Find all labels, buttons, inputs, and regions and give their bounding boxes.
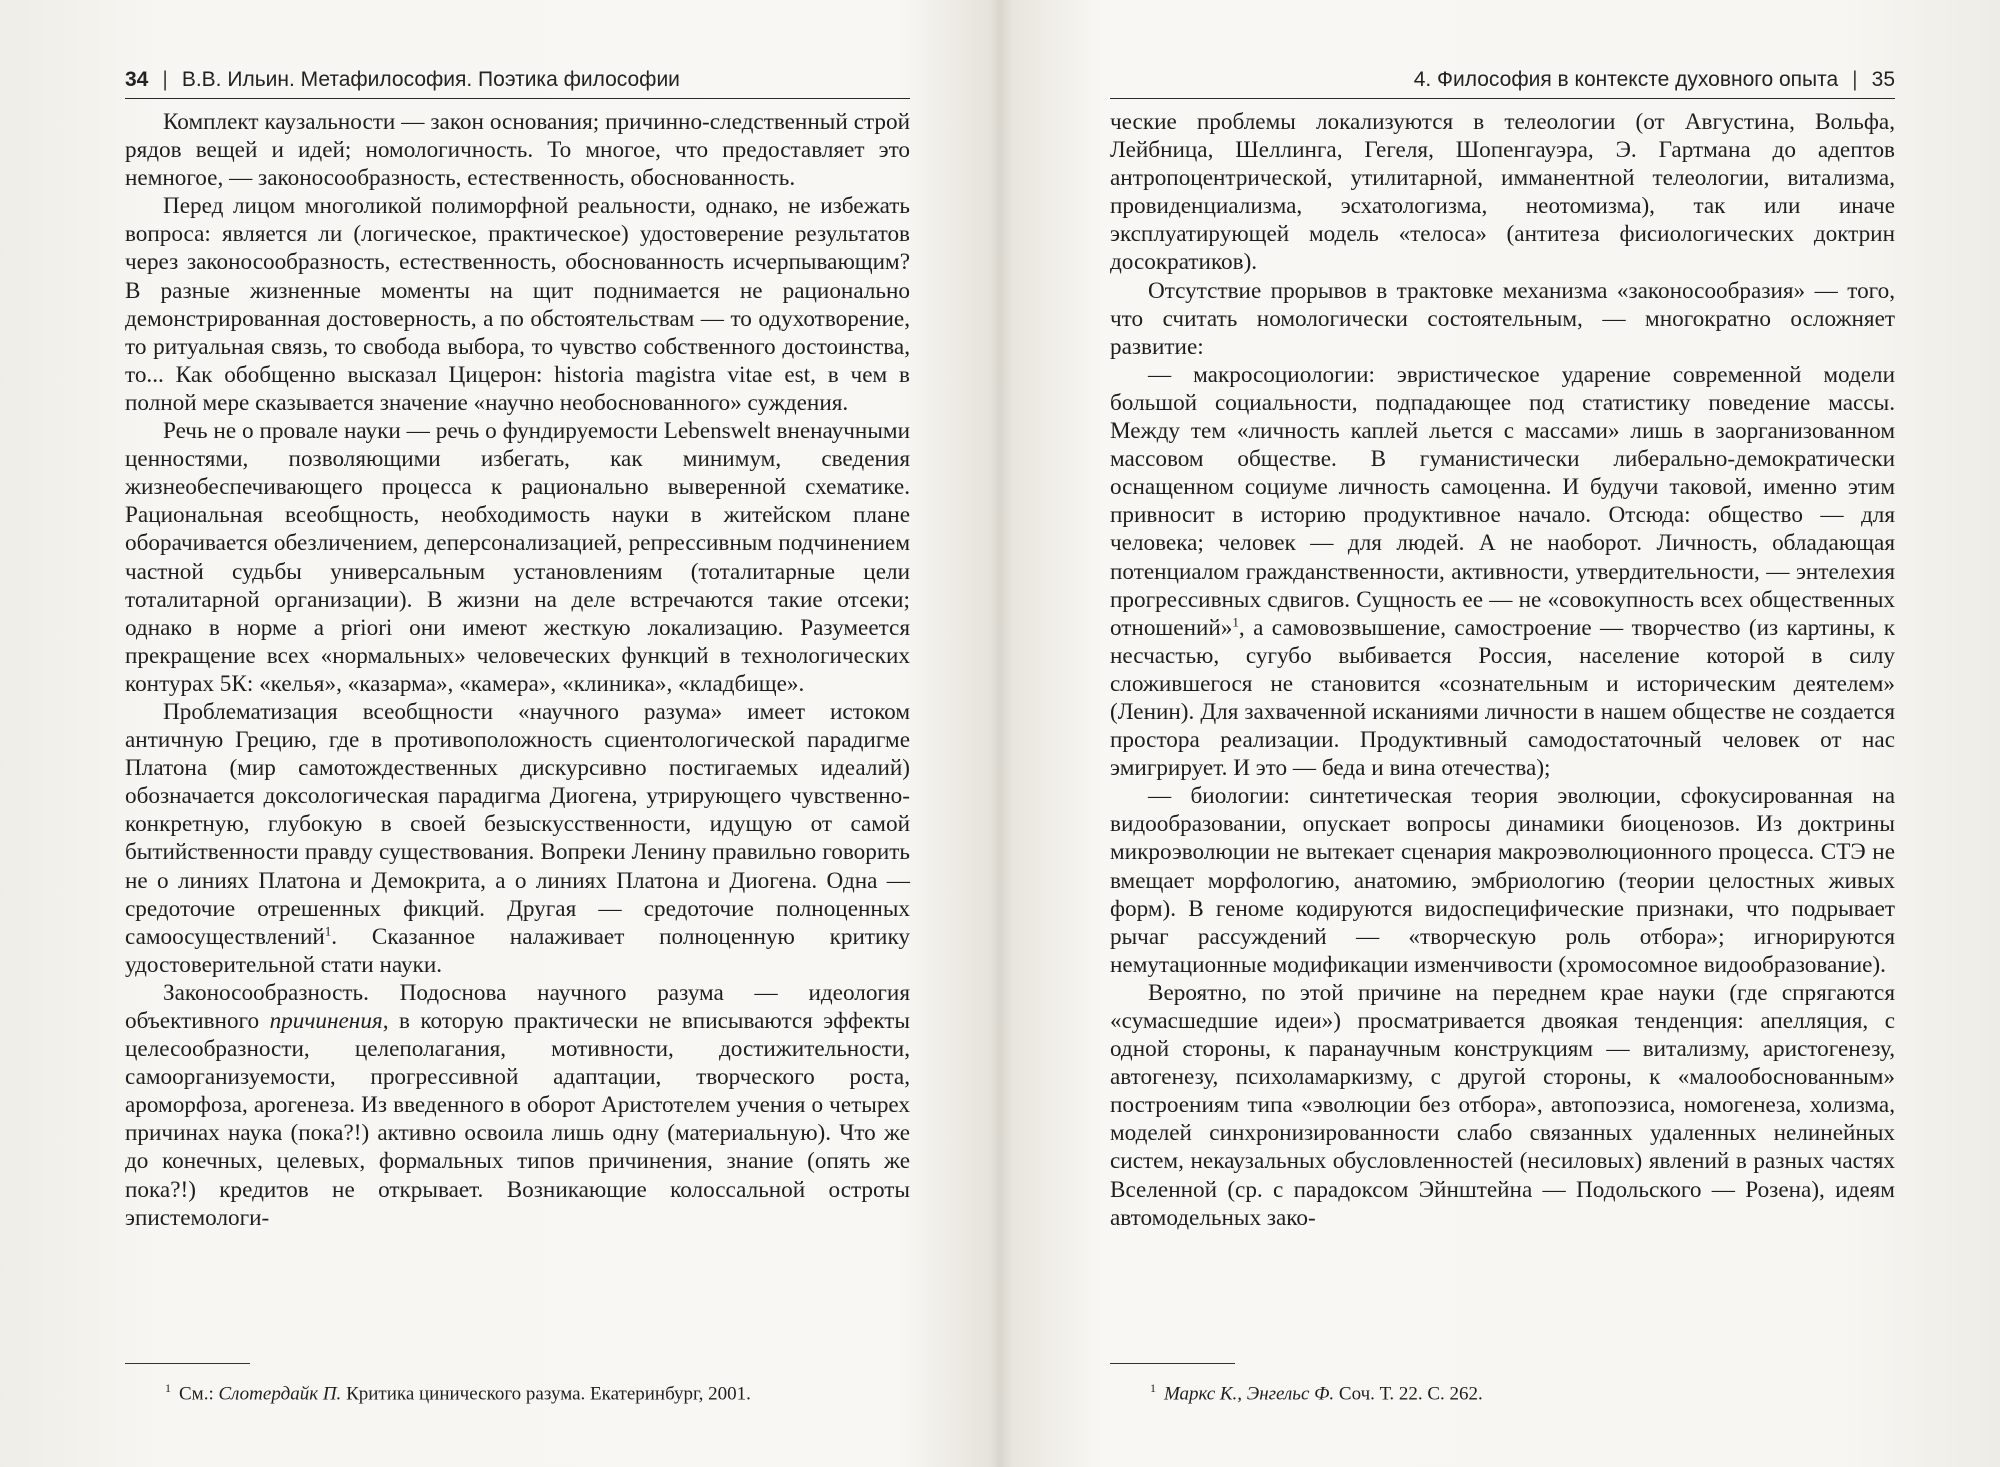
left-body-text bbox=[125, 108, 910, 1232]
paragraph: Речь не о провале науки — речь о фундируемости Lebenswelt вненаучными ценностями, позволяющими избегать, как минимум, сведения жизнеобеспечивающего процесса к рационально выверенной схематике. Рациональная всеобщность, необходимость науки в житейском плане оборачивается обезличением, деперсонализацией, репрессивным подчинением частной судьбы универсальным установлениям (тоталитарные цели тоталитарной организации). В жизни на деле встречаются такие отсеки; однако в норме a priori они имеют жесткую локализацию. Разумеется прекращение всех «нормальных» человеческих функций в технологических контурах 5К: «келья», «казарма», «камера», «клиника», «кладбище». bbox=[125, 418, 910, 697]
footnote-author: Маркс К., Энгельс Ф. bbox=[1164, 1383, 1335, 1405]
right-page-number: 35 bbox=[1871, 68, 1895, 91]
left-page bbox=[125, 0, 910, 1467]
footnote-divider bbox=[125, 1363, 250, 1364]
left-running-head bbox=[125, 62, 910, 99]
left-running-title: В.В. Ильин. Метафилософия. Поэтика философии bbox=[181, 68, 680, 91]
footnote-mark: 1 bbox=[165, 1381, 171, 1395]
left-page-number: 34 bbox=[125, 68, 149, 91]
paragraph: Отсутствие прорывов в трактовке механизма «законосообразия» — того, что считать номологически состоятельным, — многократно осложняет развитие: bbox=[1110, 277, 1895, 360]
right-page bbox=[1110, 0, 1895, 1467]
right-running-head bbox=[1110, 62, 1895, 99]
paragraph: Перед лицом многоликой полиморфной реальности, однако, не избежать вопроса: является ли (логическое, практическое) удостоверение результатов через законосообразность, естественность, обоснованность исчерпывающим? В разные жизненные моменты на щит поднимается не рационально демонстрированная достоверность, а по обстоятельствам — то одухотворение, то ритуальная связь, то свобода выбора, то чувство собственного достоинства, то... Как обобщенно высказал Цицерон: historia magistra vitae est, в чем в полной мере сказывается значение «научно необоснованного» суждения. bbox=[125, 193, 910, 416]
paragraph: Комплект каузальности — закон основания; причинно-следственный строй рядов вещей и идей; номологичность. То многое, что предоставляет это немногое, — законосообразность, естественность, обоснованность. bbox=[125, 109, 910, 192]
paragraph: Вероятно, по этой причине на переднем крае науки (где спрягаются «сумасшедшие идеи») просматривается двоякая тенденция: апелляция, с одной стороны, к паранаучным конструкциям — витализму, аристогенезу, автогенезу, психоламаркизму, с другой стороны, к «малообоснованным» построениям типа «эволюции без отбора», автопоэзиса, номогенеза, холизма, моделей синхронизированности слабо связанных удаленных нелинейных систем, некаузальных обусловленностей (несиловых) явлений в разных частях Вселенной (ср. с парадоксом Эйнштейна — Подольского — Розена), идеям автомодельных зако- bbox=[1110, 979, 1895, 1231]
footnote-mark: 1 bbox=[1150, 1381, 1156, 1395]
right-running-title: 4. Философия в контексте духовного опыта bbox=[1413, 68, 1839, 91]
emphasis: причинения bbox=[269, 1008, 383, 1034]
right-body-text bbox=[1110, 108, 1895, 1232]
paragraph: — макросоциологии: эвристическое ударение современной модели большой социальности, подпадающее под статистику поведение массы. Между тем «личность каплей льется с массами» лишь в заорганизованном массовом обществе. В гуманистически либерально-демократически оснащенном социуме личность самоценна. И будучи таковой, именно этим привносит в историю продуктивное начало. Отсюда: общество — для человека; человек — для людей. А не наоборот. Личность, обладающая потенциалом гражданственности, активности, утвердительности, — энтелехия прогрессивных сдвигов. Сущность ее — не «совокупность всех общественных отношений»$^1$, а самовозвышение, самостроение — творчество (из картины, к несчастью, сугубо выбивается Россия, население которой в силу сложившегося не становится «сознательным и историческим деятелем» (Ленин). Для захваченной исканиями личности в нашем обществе не создается простора реализации. Продуктивный самодостаточный человек от нас эмигрирует. И это — беда и вина отечества); bbox=[1110, 361, 1895, 782]
header-separator: | bbox=[162, 68, 168, 91]
header-separator: | bbox=[1852, 68, 1858, 91]
paragraph: Законосообразность. Подоснова научного разума — идеология объективного причинения, в которую практически не вписываются эффекты целесообразности, целеполагания, мотивности, достижительности, самоорганизуемости, прогрессивной адаптации, творческого роста, ароморфоза, арогенеза. Из введенного в оборот Аристотелем учения о четырех причинах наука (пока?!) активно освоила лишь одну (материальную). Что же до конечных, целевых, формальных типов причинения, знание (опять же пока?!) кредитов не открывает. Возникающие колоссальной остроты эпистемологи- bbox=[125, 979, 911, 1231]
footnote-author: Слотердайк П. bbox=[218, 1383, 342, 1405]
footnote-ref: 1 bbox=[1232, 613, 1239, 629]
right-footnote: $^1$ Маркс К., Энгельс Ф. Соч. Т. 22. С. 262. bbox=[1150, 1381, 1483, 1405]
paragraph: ческие проблемы локализуются в телеологии (от Августина, Вольфа, Лейбница, Шеллинга, Гегеля, Шопенгауэра, Э. Гартмана до адептов антропоцентрической, утилитарной, имманентной телеологии, витализма, провиденциализма, эсхатологизма, неотомизма), так или иначе эксплуатирующей модель «телоса» (антитеза фисиологических доктрин досократиков). bbox=[1110, 109, 1895, 276]
footnote-ref: 1 bbox=[324, 922, 332, 938]
paragraph: Проблематизация всеобщности «научного разума» имеет истоком античную Грецию, где в противоположность сциентологической парадигме Платона (мир самотождественных дискурсивно постигаемых идеалий) обозначается доксологическая парадигма Диогена, утрирующего чувственно-конкретную, глубокую в своей безыскусственности, идущую от самой бытийственности правду существования. Вопреки Ленину правильно говорить не о линиях Платона и Демокрита, а о линиях Платона и Диогена. Одна — средоточие отрешенных фикций. Другая — средоточие полноценных самоосуществлений$^1$. Сказанное налаживает полноценную критику удостоверительной стати науки. bbox=[125, 698, 910, 978]
left-footnote: $^1$ См.: Слотердайк П. Критика цинического разума. Екатеринбург, 2001. bbox=[165, 1381, 751, 1405]
paragraph: — биологии: синтетическая теория эволюции, сфокусированная на видообразовании, опускает вопросы динамики биоценозов. Из доктрины микроэволюции не вытекает сценария макроэволюционного процесса. СТЭ не вмещает морфологию, анатомию, эмбриологию (теории целостных живых форм). В геноме кодируются видоспецифические признаки, что подрывает рычаг рассуждений — «творческую роль отбора»; игнорируются немутационные модификации изменчивости (хромосомное видообразование). bbox=[1110, 783, 1895, 978]
footnote-divider bbox=[1110, 1363, 1235, 1364]
